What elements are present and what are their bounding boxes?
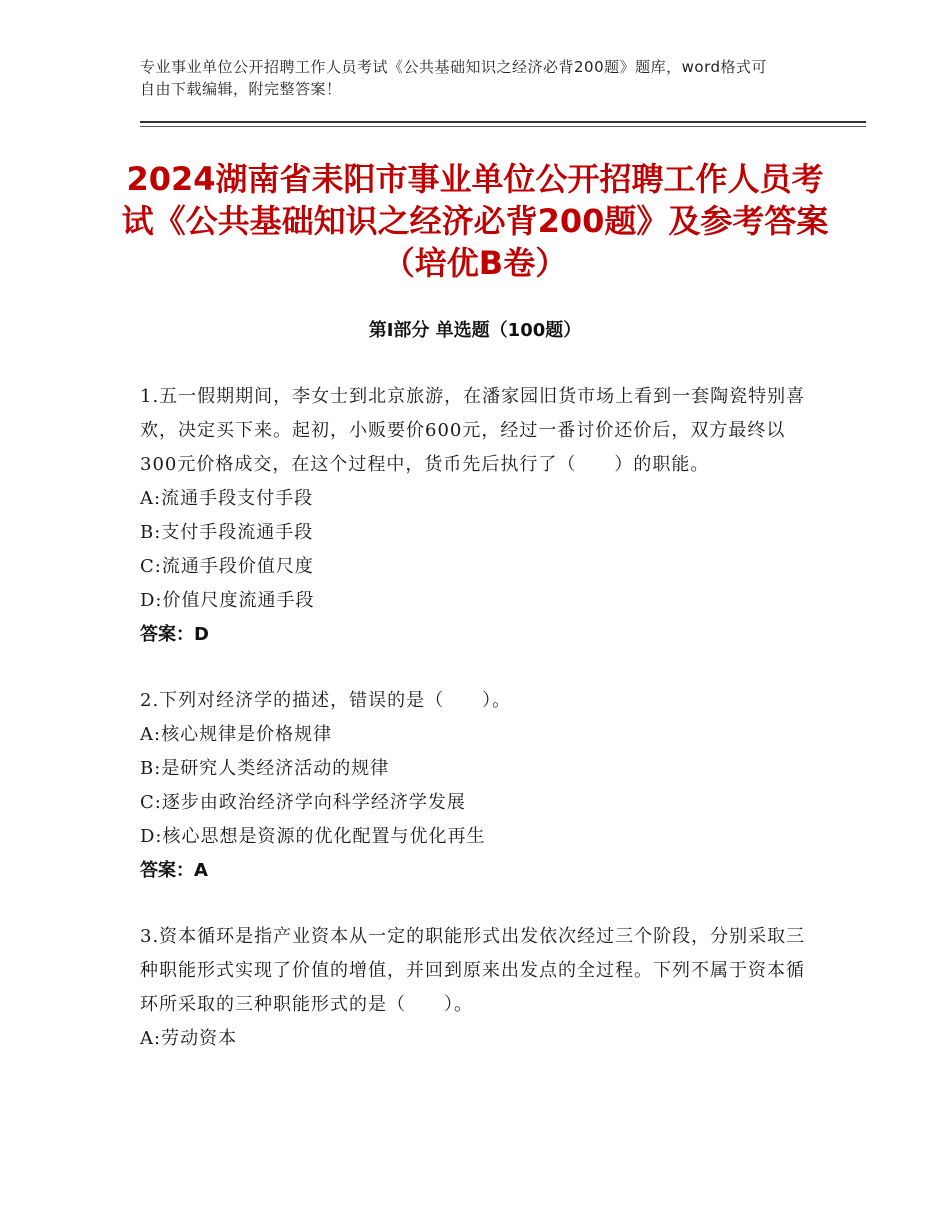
answer: 答案：D xyxy=(140,624,209,645)
option-d: D:价值尺度流通手段 xyxy=(140,590,315,611)
question-stem: 3.资本循环是指产业资本从一定的职能形式出发依次经过三个阶段，分别采取三种职能形式实现了价值的增值，并回到原来出发点的全过程。下列不属于资本循环所采取的三种职能形式的是（ ）。 xyxy=(140,926,806,1015)
question-1 xyxy=(140,380,810,652)
option-c: C:流通手段价值尺度 xyxy=(140,556,314,577)
question-list xyxy=(140,380,810,1088)
section-title: 第I部分 单选题（100题） xyxy=(368,320,582,341)
question-3 xyxy=(140,920,810,1056)
question-2 xyxy=(140,684,810,888)
question-stem: 2.下列对经济学的描述，错误的是（ ）。 xyxy=(140,690,512,711)
option-b: B:支付手段流通手段 xyxy=(140,522,314,543)
option-d: D:核心思想是资源的优化配置与优化再生 xyxy=(140,826,486,847)
option-c: C:逐步由政治经济学向科学经济学发展 xyxy=(140,792,466,813)
header-divider-thin xyxy=(140,126,866,127)
answer: 答案：A xyxy=(140,860,208,881)
option-a: A:核心规律是价格规律 xyxy=(140,724,333,745)
header-divider-thick xyxy=(140,121,866,123)
document-title: 2024湖南省耒阳市事业单位公开招聘工作人员考试《公共基础知识之经济必背200题》及参考答案（培优B卷） xyxy=(121,160,829,282)
question-stem: 1.五一假期期间，李女士到北京旅游，在潘家园旧货市场上看到一套陶瓷特别喜欢，决定买下来。起初，小贩要价600元，经过一番讨价还价后，双方最终以300元价格成交，在这个过程中，货币先后执行了（ ）的职能。 xyxy=(140,386,806,475)
option-a: A:流通手段支付手段 xyxy=(140,488,314,509)
option-b: B:是研究人类经济活动的规律 xyxy=(140,758,390,779)
option-a: A:劳动资本 xyxy=(140,1028,238,1049)
header-note: 专业事业单位公开招聘工作人员考试《公共基础知识之经济必背200题》题库，word格式可自由下载编辑，附完整答案！ xyxy=(140,58,768,98)
